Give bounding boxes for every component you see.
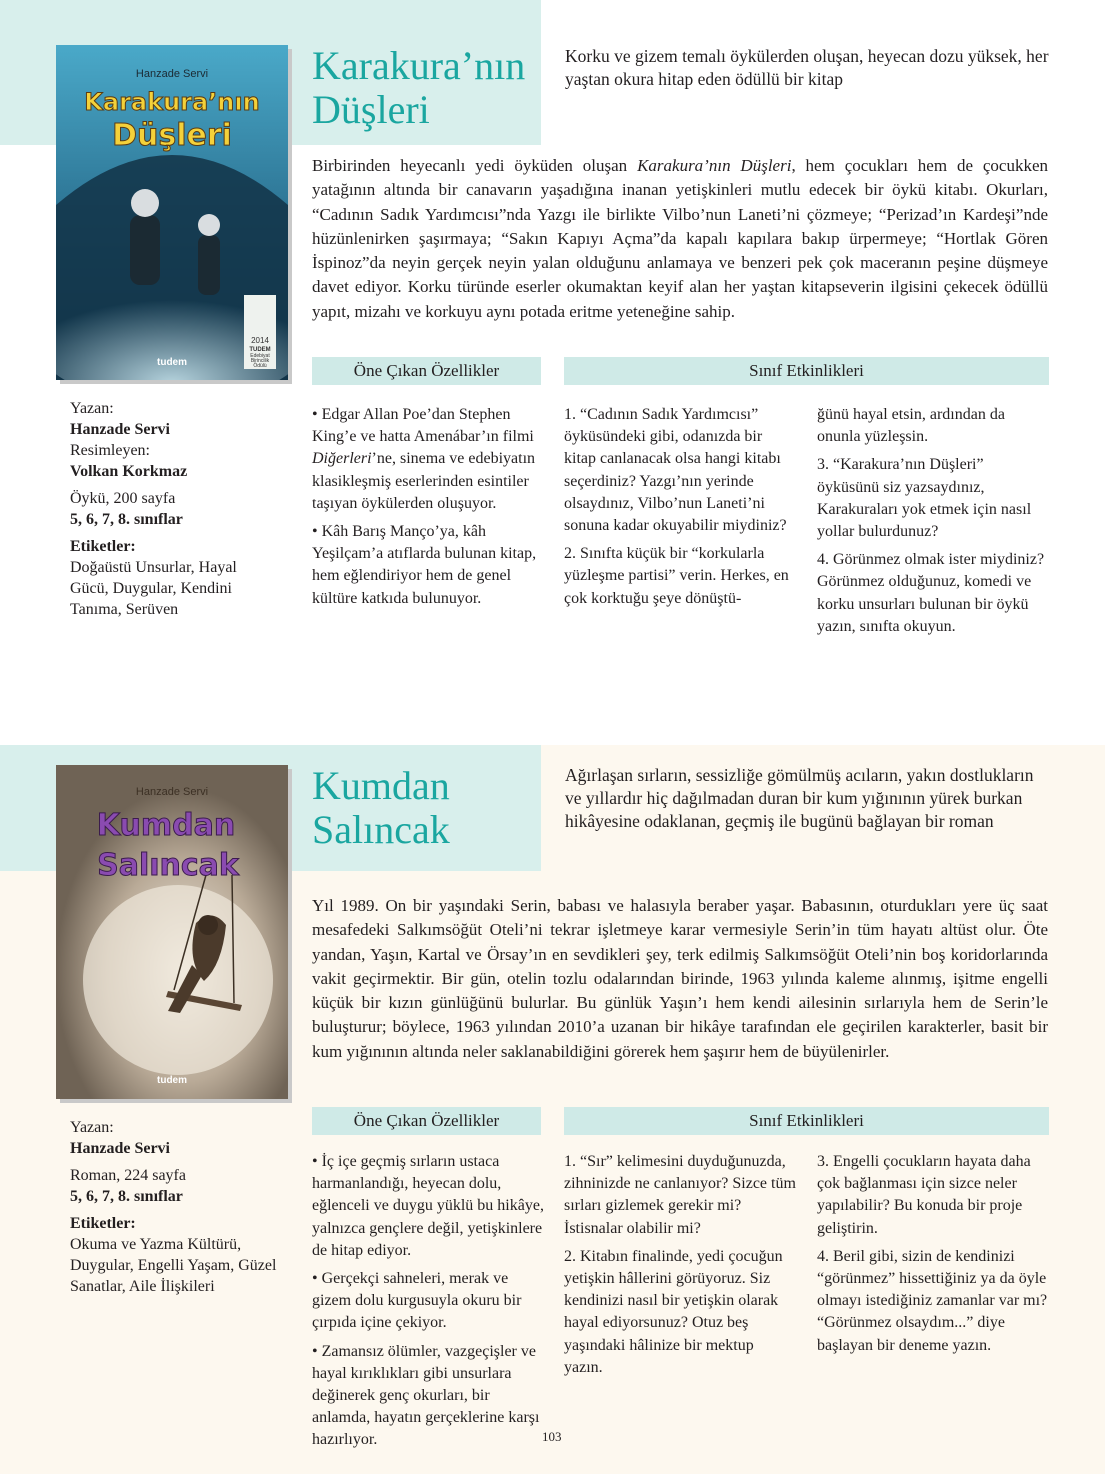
book2-author-label: Yazan: xyxy=(70,1119,114,1136)
book1-award-line3: Ödülü xyxy=(253,363,267,369)
book2-cover-publisher: tudem xyxy=(157,1075,187,1086)
book1-grades: 5, 6, 7, 8. sınıflar xyxy=(70,511,183,528)
book2-description-text: Yıl 1989. On bir yaşındaki Serin, babası ve halasıyla beraber yaşar. Babasının, oturdukları yere üç saat mesafedeki Salkımsöğüt Oteli’ni tekrar işletmeye karar vermesiyle Serin’in tüm hayatı altüst olur. Öte yandan, Yaşın, Kartal ve Örsay’ın en sevdikleri şey, terk edilmiş Salkımsöğüt Oteli’nin boş koridorlarında vakit geçirmektir. Bir gün, otelin tozlu odalarından birinde, 1963 yılında kaleme alınmış, işitme engelli küçük bir kızın günlüğünü bulurlar. Bu günlük Yaşın’ı hem kendi ailesinin sırlarıyla hem de Serin’le buluşturur; böylece, 1963 yılından 2010’a uzanan bir hikâye tarafından ele geçirilen karakterler, basit bir kum yığınının altında neler saklanabildiğini görerek hem şaşırır hem de büyülenirler. xyxy=(312,896,1048,1061)
book2-format: Roman, 224 sayfa xyxy=(70,1167,186,1184)
book1-award-year: 2014 xyxy=(251,336,269,345)
book1-description-text: Birbirinden heyecanlı yedi öyküden oluşan xyxy=(312,156,638,175)
page-number: 103 xyxy=(542,1429,562,1444)
book2-activities-col2 xyxy=(817,1151,1049,1363)
book1-author: Hanzade Servi xyxy=(70,421,170,438)
book1-subtitle: Korku ve gizem temalı öykülerden oluşan, heyecan dozu yüksek, her yaştan okura hitap eden ödüllü bir kitap xyxy=(565,46,1049,89)
book1-features-list xyxy=(312,404,540,616)
book1-tags: Doğaüstü Unsurlar, Hayal Gücü, Duygular, Kendini Tanıma, Serüven xyxy=(70,559,237,618)
book2-activity-item: 4. Beril gibi, sizin de kendinizi “görünmez” hissettiğiniz ya da öyle olmayı istediğiniz zamanlar var mı? “Görünmez olsaydım...” diye başlayan bir deneme yazın. xyxy=(817,1247,1048,1354)
book1-cover-author: Hanzade Servi xyxy=(135,68,209,80)
book1-illustrator: Volkan Korkmaz xyxy=(70,463,188,480)
book2-feature-item: • Zamansız ölümler, vazgeçişler ve hayal kırıklıkları gibi unsurlara değinerek genç okurları, bir anlamda, hayatın gerçeklerine karşı hazırlıyor. xyxy=(312,1342,540,1449)
book1-description-text-cont: , hem çocukları hem de çocukken yatağının altında bir canavarın yaşadığına inanan yetişkinleri mutlu edecek bir öykü kitabı. Okurları, “Cadının Sadık Yardımcısı”nda Yazgı ile birlikte Vilbo’nun Laneti’ni çözmeye; “Perizad’ın Kardeşi”nde hüzünlenirken şaşırmaya; “Sakın Kapıyı Açma”da kapalı kapılara bakıp ürpermeye; “Hortlak Gören İspinoz”da neyin gerçek neyin yalan olduğunu anlamaya ve benzeri pek çok maceranın peşine düşmeye davet ediyor. Korku türünde eserler okumaktan keyif alan her yaştan kitapseverin ilgisini çekecek ödüllü yapıt, mizahı ve korkuyu aynı potada eritme yeteneğine sahip. xyxy=(312,156,1049,321)
book1-author-label: Yazan: xyxy=(70,400,114,417)
book1-description-italic: Karakura’nın Düşleri xyxy=(637,156,792,175)
book1-format: Öykü, 200 sayfa xyxy=(70,490,176,507)
book1-cover-publisher: tudem xyxy=(157,357,187,368)
book2-tags-label: Etiketler: xyxy=(70,1215,136,1232)
book2-cover-image xyxy=(56,765,288,1099)
book2-author: Hanzade Servi xyxy=(70,1140,170,1157)
book1-award-line1: Edebiyat xyxy=(250,353,270,359)
book1-activities-col1 xyxy=(564,404,794,616)
book1-activity-item: 1. “Cadının Sadık Yardımcısı” öyküsündeki gibi, odanızda bir kitap canlanacak olsa hangi kitabı seçerdiniz? Yazgı’nın yerinde olsaydınız, Vilbo’nun Laneti’ni sonuna kadar okuyabilir miydiniz? xyxy=(564,406,787,535)
book2-title-line2: Salıncak xyxy=(312,807,450,852)
book1-activity-item: 3. “Karakura’nın Düşleri” öyküsünü siz yazsaydınız, Karakuraları yok etmek için nasıl yollar bulurdunuz? xyxy=(817,456,1032,541)
book1-illustrator-label: Resimleyen: xyxy=(70,442,150,459)
book1-features-heading: Öne Çıkan Özellikler xyxy=(312,357,541,385)
book2-activity-item: 3. Engelli çocukların hayata daha çok bağlanması için sizce neler yapılabilir? Bu konuda bir proje geliştirin. xyxy=(817,1153,1031,1237)
book1-feature-item: • Edgar Allan Poe’dan Stephen King’e ve hatta Amenábar’ın filmi Diğerleri’ne, sinema ve edebiyatın klasikleşmiş eserlerinden esintiler taşıyan öykülerden oluşuyor. xyxy=(312,406,536,512)
book1-award-line2: Birincilik xyxy=(250,358,270,364)
book1-title-line1: Karakura’nın xyxy=(312,43,526,88)
book2-cover-title-line1: Kumdan xyxy=(96,808,236,843)
book1-description xyxy=(312,154,1048,324)
book1-award-org: TUDEM xyxy=(249,347,271,353)
book1-title xyxy=(312,44,537,132)
book1-activity-item: 2. Sınıfta küçük bir “korkularla yüzleşme partisi” verin. Herkes, en çok korktuğu şeye dönüştü- xyxy=(564,545,789,607)
book2-meta xyxy=(70,1117,280,1297)
book2-grades: 5, 6, 7, 8. sınıflar xyxy=(70,1188,183,1205)
book2-activities-col1 xyxy=(564,1151,796,1385)
book1-feature-item: • Kâh Barış Manço’ya, kâh Yeşilçam’a atıflarda bulunan kitap, hem eğlendiriyor hem de genel kültüre katkıda bulunuyor. xyxy=(312,523,537,607)
book1-title-line2: Düşleri xyxy=(312,87,430,132)
book1-activities-heading: Sınıf Etkinlikleri xyxy=(564,357,1049,385)
book1-cover-image xyxy=(56,45,288,380)
book1-tags-label: Etiketler: xyxy=(70,538,136,555)
book2-activity-item: 2. Kitabın finalinde, yedi çocuğun yetişkin hâllerini görüyoruz. Siz kendinizi nasıl bir yetişkin olarak hayal ediyorsunuz? Otuz beş yaşındaki hâlinize bir mektup yazın. xyxy=(564,1247,783,1376)
book1-cover-title-line2: Düşleri xyxy=(112,118,232,153)
book2-description xyxy=(312,894,1048,1064)
book2-title xyxy=(312,764,537,852)
book2-features-heading: Öne Çıkan Özellikler xyxy=(312,1107,541,1135)
book2-feature-item: • Gerçekçi sahneleri, merak ve gizem dolu kurgusuyla okuru bir çırpıda içine çekiyor. xyxy=(312,1270,522,1332)
book1-activity-item: ğünü hayal etsin, ardından da onunla yüzleşsin. xyxy=(817,406,1005,446)
book1-cover-title-line1: Karakura’nın xyxy=(84,88,260,116)
book2-activity-item: 1. “Sır” kelimesini duyduğunuzda, zihninizde ne canlanıyor? Sizce tüm sırları gizlemek gerekir mi? İstisnalar olabilir mi? xyxy=(564,1153,796,1237)
book2-title-line1: Kumdan xyxy=(312,763,450,808)
book2-subtitle: Ağırlaşan sırların, sessizliğe gömülmüş acıların, yakın dostlukların ve yıllardır hiç dağılmadan duran bir kum yığınının yürek burkan hikâyesine odaklanan, geçmiş ile bugünü bağlayan bir roman xyxy=(565,765,1034,831)
book1-activities-col2 xyxy=(817,404,1049,644)
book2-cover-author: Hanzade Servi xyxy=(135,786,209,798)
book1-activity-item: 4. Görünmez olmak ister miydiniz? Görünmez olduğunuz, komedi ve korku unsurları bulunan bir öykü yazın, sınıfta okuyun. xyxy=(817,551,1045,635)
book1-meta xyxy=(70,398,270,620)
book2-feature-item: • İç içe geçmiş sırların ustaca harmanlandığı, heyecan dolu, eğlenceli ve duygu yüklü bu hikâye, yalnızca gençlere değil, yetişkinlere de hitap ediyor. xyxy=(312,1153,544,1259)
book2-cover-title-line2: Salıncak xyxy=(97,848,239,883)
book2-tags: Okuma ve Yazma Kültürü, Duygular, Engelli Yaşam, Güzel Sanatlar, Aile İlişkileri xyxy=(70,1236,277,1295)
book2-features-list xyxy=(312,1151,548,1458)
book2-activities-heading: Sınıf Etkinlikleri xyxy=(564,1107,1049,1135)
